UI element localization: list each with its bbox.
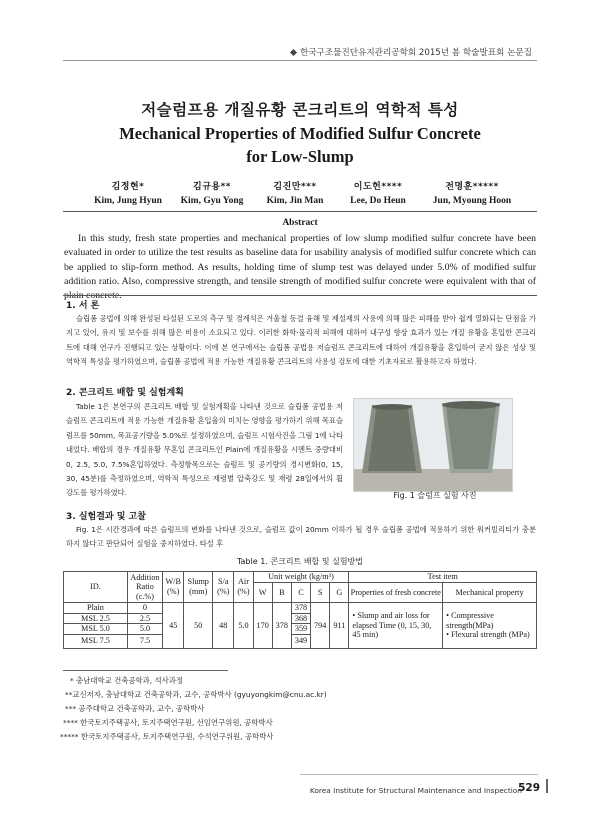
cell-id: MSL 2.5 — [64, 613, 128, 624]
footnote: ***** 한국토지주택공사, 토지주택연구원, 수석연구위원, 공학박사 — [60, 732, 274, 741]
th-w: W — [253, 583, 272, 603]
cell-ratio: 5.0 — [127, 624, 162, 635]
cell-id: Plain — [64, 603, 128, 614]
th-g: G — [330, 583, 349, 603]
figure-caption: Fig. 1 슬럼프 실험 사진 — [393, 491, 477, 500]
cell-sa: 48 — [213, 603, 234, 649]
title-english: Mechanical Properties of Modified Sulfur Concrete for Low-Slump — [119, 124, 481, 166]
cell-id: MSL 7.5 — [64, 634, 128, 648]
th-c: C — [291, 583, 310, 603]
mix-table — [63, 571, 537, 649]
header-rule — [63, 60, 537, 61]
flexural-strength-item: • Flexural strength (MPa) — [446, 630, 530, 640]
author-name-korean: 김진만*** — [273, 182, 317, 192]
th-sa: S/a (%) — [213, 572, 234, 603]
abstract-heading: Abstract — [282, 218, 318, 228]
cell-w: 170 — [253, 603, 272, 649]
footnote: *** 공주대학교 건축공학과, 교수, 공학박사 — [65, 704, 205, 713]
author — [88, 180, 168, 208]
mix-design-text: Table 1은 본연구의 콘크리트 배합 및 실험계획을 나타낸 것으로 슬립폼 공법용 저슬럼프 콘크리트에 적용 가능한 개질유황 혼입율의 미치는 영향을 평가하기 위해 목표슬럼프를 50mm, 목표공기량을 5.0%로 설정하였으며, 슬럼프 시험사진을 그림 1에 나타내었다. 배합의 경우 개질유황 무혼입 콘크리트인 Plain에 개질유황을 시멘트 중량대비 0, 2.5, 5.0, 7.5%혼입하였다. 측정항목으로는 슬럼프 및 공기량의 경시변화(0, 15, 30, 45분)를 측정하였으며, 역학적 특성으로 재령별 압축강도 및 재령 28일에서의 휨강도를 평가하였다. — [66, 402, 343, 498]
cell-c: 359 — [291, 624, 310, 635]
running-header — [290, 46, 532, 58]
page-marker — [546, 779, 548, 793]
th-b: B — [272, 583, 291, 603]
cell-fresh-tests: • Slump and air loss for elapsed Time (0, 15, 30, 45 min) — [349, 603, 443, 649]
section-heading-introduction: 1. 서 론 — [66, 301, 100, 311]
table-caption: Table 1. 콘크리트 배합 및 실험방법 — [236, 557, 364, 566]
th-slump: Slump (mm) — [184, 572, 213, 603]
author-name-english: Kim, Gyu Yong — [180, 196, 244, 206]
introduction-text: 슬립폼 공법에 의해 완성된 타설된 도로의 측구 및 경계석은 겨울철 동결 융해 및 제설제의 사용에 의해 많은 피해를 받아 쉽게 열화되는 단점을 가지고 있어, 유지 및 보수를 위해 많은 비용이 소요되고 있다. 이러한 화학·물리적 피해에 대하여 내구성 향상 효과가 있는 개질 유황을 혼입한 콘크리트에 대해 연구가 진행되고 있는 상황이다. 이에 본 연구에서는 슬립폼 공법용 저슬럼프 콘크리트에 대하여 개질유황을 혼입하여 굳지 않은 성상 및 역학적 특성을 평가하였으며, 슬립폼 공법에 적용 가능한 개질유황 콘크리트의 사용성 검토에 대한 기초자료로 활용하고자 하였다. — [66, 314, 536, 367]
author — [255, 180, 335, 208]
cell-g: 911 — [330, 603, 349, 649]
cell-ratio: 7.5 — [127, 634, 162, 648]
author-name-english: Kim, Jin Man — [266, 196, 324, 206]
diamond-icon — [290, 49, 297, 56]
author — [172, 180, 252, 208]
footnote-rule — [63, 670, 228, 671]
abstract-bottom-rule — [63, 295, 537, 296]
abstract-top-rule — [63, 211, 537, 212]
author-name-korean: 이도헌**** — [353, 182, 403, 192]
results-text: Fig. 1은 시간경과에 따른 슬럼프의 변화를 나타낸 것으로, 슬럼프 값이 20mm 이하가 될 경우 슬립폼 공법에 적용하기 위한 워커빌리티가 충분하지 않다고 판단되어 실험을 중지하였다. 타설 후 — [66, 525, 536, 549]
page-number: 529 — [518, 782, 540, 794]
footnote: **** 한국토지주택공사, 토지주택연구원, 선임연구위원, 공학박사 — [63, 718, 273, 727]
author-name-english: Kim, Jung Hyun — [94, 196, 162, 206]
abstract-text: In this study, fresh state properties and mechanical properties of low slump modified sulfur concrete have been evaluated in order to utilize the test results as baseline data for usability analysis of modified sulfur concrete which can be applied to slip-form method. As results, holding time of slump test was delayed under 5.0% of modified sulfur addition ratio. Also, compressive strength, and tensile strength of modified sulfur concrete were equivalent with that of plain concrete. — [64, 233, 536, 302]
cell-b: 378 — [272, 603, 291, 649]
cell-c: 378 — [291, 603, 310, 614]
cell-s: 794 — [311, 603, 330, 649]
th-fresh: Properties of fresh concrete — [349, 583, 443, 603]
title-korean: 저슬럼프용 개질유황 콘크리트의 역학적 특성 — [141, 101, 459, 119]
cell-id: MSL 5.0 — [64, 624, 128, 635]
th-s: S — [311, 583, 330, 603]
cell-wb: 45 — [163, 603, 184, 649]
cell-ratio: 0 — [127, 603, 162, 614]
author-name-korean: 김규용** — [193, 182, 231, 192]
th-id: ID. — [64, 572, 128, 603]
cell-mech-tests — [443, 603, 537, 649]
footnote: * 충남대학교 건축공학과, 석사과정 — [70, 676, 184, 685]
section-heading-results: 3. 실험결과 및 고찰 — [66, 512, 146, 522]
cell-ratio: 2.5 — [127, 613, 162, 624]
compressive-strength-item: • Compressive strength(MPa) — [446, 611, 494, 630]
cell-slump: 50 — [184, 603, 213, 649]
running-title: 한국구조물진단유지관리공학회 2015년 봄 학술발표회 논문집 — [299, 48, 532, 58]
author — [338, 180, 418, 208]
cell-c: 368 — [291, 613, 310, 624]
author-name-korean: 김정현* — [111, 182, 145, 192]
th-addition-ratio: Addition Ratio (c.%) — [127, 572, 162, 603]
th-air: Air (%) — [234, 572, 253, 603]
author — [424, 180, 520, 208]
author-name-english: Jun, Myoung Hoon — [432, 196, 512, 206]
footnote: **교신저자, 충남대학교 건축공학과, 교수, 공학박사 (gyuyongkim@cnu.ac.kr) — [65, 690, 327, 699]
author-name-korean: 전명훈***** — [445, 182, 499, 192]
th-unit-weight: Unit weight (kg/m³) — [253, 572, 349, 583]
cell-c: 349 — [291, 634, 310, 648]
table-row — [64, 603, 537, 614]
th-test-item: Test item — [349, 572, 537, 583]
slump-test-photo — [353, 398, 513, 492]
author-name-english: Lee, Do Heun — [350, 196, 406, 206]
footer-rule — [300, 774, 538, 775]
th-wb: W/B (%) — [163, 572, 184, 603]
th-mech: Mechanical property — [443, 583, 537, 603]
footer-organization: Korea Institute for Structural Maintenance and Inspection — [309, 786, 522, 795]
cell-air: 5.0 — [234, 603, 253, 649]
section-heading-mix-design: 2. 콘크리트 배합 및 실험계획 — [66, 388, 184, 398]
